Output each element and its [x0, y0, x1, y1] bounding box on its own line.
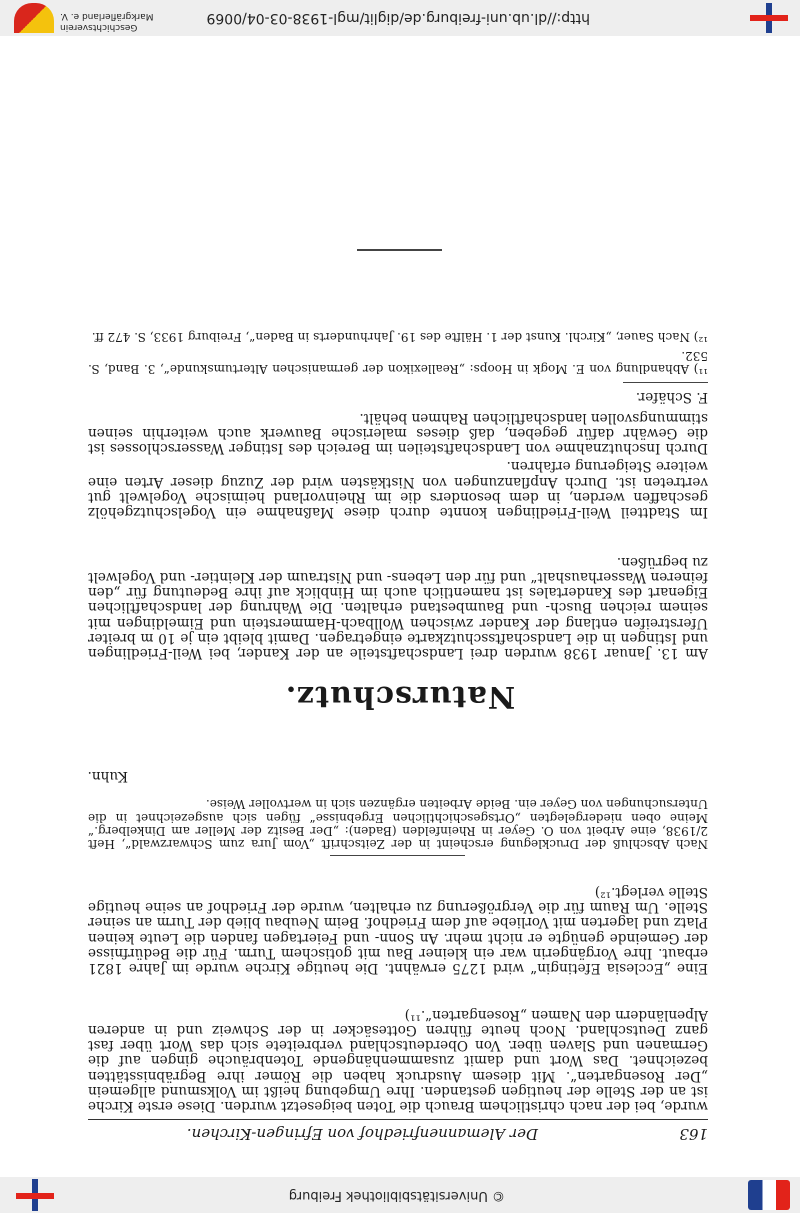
end-rule	[357, 249, 442, 251]
page-number: 163	[679, 1125, 708, 1143]
footnote-12: ¹²) Nach Sauer, „Kirchl. Kunst der 1. Hälfte des 19. Jahrhunderts in Baden“, Freiburg 1933, S. 472 ff.	[91, 330, 708, 344]
society-shield-icon	[14, 3, 54, 33]
section-heading: Naturschutz.	[284, 679, 516, 714]
addendum-note: Nach Abschluß der Drucklegung erscheint in der Zeitschrift „Vom Jura zum Schwarzwald“, Heft 2/1938, eine Arbeit von O. Geyer in Rheinfelden (Baden): „Der Besitz der Meller am Dinkelberg.“ Meine oben niedergelegten „Ortsgeschichtlichen Ergebnisse“ fügen sich ausgezeichnet in die Untersuchungen von Geyer ein. Beide Arbeiten ergänzen sich in wertvoller Weise.	[88, 797, 708, 851]
footnote-rule	[623, 382, 708, 383]
url-bar	[0, 0, 800, 36]
paragraph-rosengarten: wurde, bei der nach christlichem Brauch die Toten beigesetzt wurden. Diese erste Kirche ist an der Stelle der heutigen gestanden. Ihre Umgebung heißt im Volksmund allgemein „Der Rosengarten“. Mit diesem Ausdruck haben die Römer ihre Begräbnisstätten bezeichnet. Das Wort und damit zusammenhängende Totenbräuche gingen auf die Germanen und Slaven über. Von Oberdeutschland verbreitete sich das Wort über fast ganz Deutschland. Noch heute führen Gottesäcker in der Schweiz und in anderen Alpenländern den Namen „Rosengarten“.¹¹)	[88, 1006, 708, 1114]
source-bar	[0, 1177, 800, 1213]
running-title: Der Alemannenfriedhof von Efringen-Kirchen.	[186, 1125, 538, 1143]
footnote-11: ¹¹) Abhandlung von E. Mogk in Hoops: „Reallexikon der germanischen Altertumskunde“, 3. Band, S. 532.	[88, 348, 708, 376]
addendum-rule	[330, 855, 465, 856]
paragraph-naturschutz-2: Im Stadtteil Weil-Friedlingen konnte durch diese Maßnahme ein Vogelschutzgehölz geschaffen werden, in dem besonders die im Rheinvorland heimische Vogelwelt gut vertreten ist. Durch Anpflanzungen von Nistkästen wird der Zuzug dieser Arten eine weitere Steigerung erfahren.	[88, 458, 708, 520]
addendum-signature: Kuhn.	[87, 768, 128, 784]
university-logo-icon	[748, 1180, 790, 1210]
source-url-link[interactable]: http://dl.ub.uni-freiburg.de/diglit/mgl-1938-03-04/0069	[206, 10, 590, 26]
source-institution: © Universitätsbibliothek Freiburg	[288, 1188, 505, 1203]
paragraph-kirche: Eine „Ecclesia Efetingin“ wird 1275 erwähnt. Die heutige Kirche wurde im Jahre 1821 erbaut. Ihre Vorgängerin war ein kleiner Bau mit gotischem Turm. Für die Bedürfnisse der Gemeinde genügte er nicht mehr. An Sonn- und Feiertagen fanden die Leute keinen Platz und lagerten mit Vorliebe auf dem Friedhof. Beim Neubau blieb der Turm an seiner Stelle. Um Raum für die Vergrößerung zu erhalten, wurde der Friedhof an seine heutige Stelle verlegt.¹²)	[88, 883, 708, 976]
library-cross-icon	[16, 1179, 54, 1211]
paragraph-naturschutz-3: Durch Inschutznahme von Landschaftsteilen im Bereich des Istinger Wasserschlosses ist die Gewähr dafür gegeben, daß dieses malerische Bauwerk auch weiterhin seinen stimmungsvollen landschaftlichen Rahmen behält.	[88, 409, 708, 456]
library-cross-icon-2	[748, 3, 790, 33]
paragraph-naturschutz-1: Am 13. Januar 1938 wurden drei Landschaftsteile an der Kander, bei Weil-Friedlingen und Istingen in die Landschaftsschutzkarte eingetragen. Damit bleibt ein je 10 m breiter Uferstreifen entlang der Kander zwischen Wollbach-Hammerstein und Eimeldingen mit seinem reichen Busch- und Baumbestand erhalten. Die Wahrung der landschaftlichen Eigenart des Kandertales ist namentlich auch im Hinblick auf ihre Bedeutung für „den feineren Wasserhaushalt“ und für den Lebens- und Nistraum der Kleintier- und Vogelwelt zu begrüßen.	[88, 553, 708, 661]
header-rule	[88, 1119, 708, 1120]
society-name: Geschichtsverein Markgräflerland e. V.	[60, 11, 154, 32]
naturschutz-signature: F. Schäfer.	[635, 389, 708, 405]
